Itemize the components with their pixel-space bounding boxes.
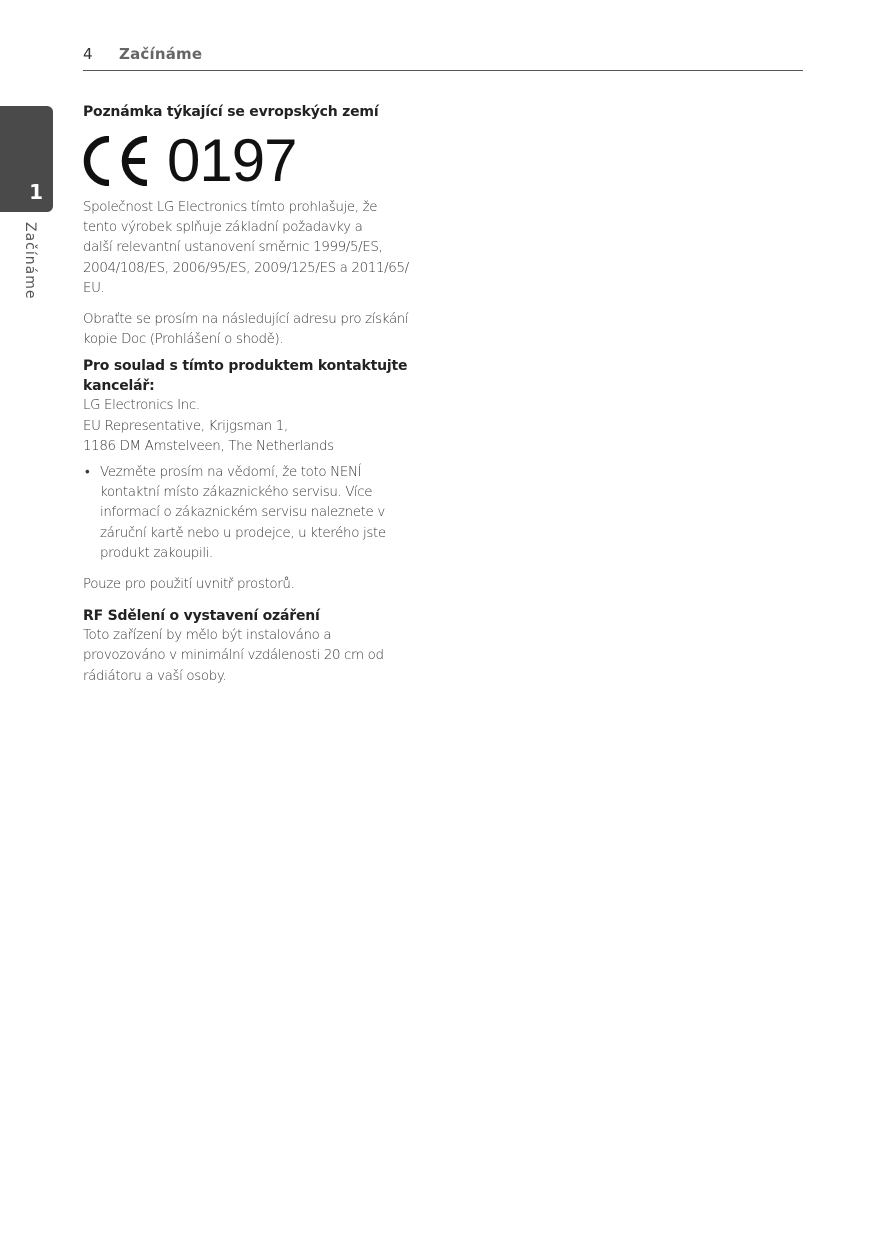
doc-request-line: Obraťte se prosím na následující adresu pro získání <box>83 312 409 328</box>
chapter-tab-number: 1 <box>29 180 43 204</box>
list-item <box>83 463 428 564</box>
page-number: 4 <box>83 45 93 63</box>
bullet-line: kontaktní místo zákaznického servisu. Více <box>100 485 373 501</box>
ce-mark-icon <box>83 136 153 186</box>
doc-request-paragraph <box>83 310 428 350</box>
rf-heading: RF Sdělení o vystavení ozáření <box>83 608 320 625</box>
main-content <box>83 102 428 687</box>
contact-heading-line: Pro soulad s tímto produktem kontaktujte <box>83 358 408 375</box>
ce-mark-row <box>83 127 428 194</box>
declaration-line: tento výrobek splňuje základní požadavky a <box>83 220 363 236</box>
declaration-line: EU. <box>83 280 105 296</box>
note-list <box>83 463 428 564</box>
rf-line: rádiátoru a vaší osoby. <box>83 668 227 684</box>
contact-heading <box>83 356 428 396</box>
address-line: EU Representative, Krijgsman 1, <box>83 418 288 434</box>
contact-heading-line: kancelář: <box>83 378 155 395</box>
notified-body-number: 0197 <box>167 127 297 194</box>
bullet-line: informací o zákaznickém servisu naleznete v <box>100 505 385 521</box>
declaration-line: 2004/108/ES, 2006/95/ES, 2009/125/ES a 2011/65/ <box>83 260 409 276</box>
bullet-icon: • <box>85 465 90 481</box>
declaration-line: další relevantní ustanovení směrnic 1999/5/ES, <box>83 240 383 256</box>
chapter-tab <box>0 106 53 212</box>
bullet-line: produkt zakoupili. <box>100 545 213 561</box>
doc-request-line: kopie Doc (Prohlášení o shodě). <box>83 332 284 348</box>
rf-line: provozováno v minimální vzdálenosti 20 cm od <box>83 648 384 664</box>
address-line: 1186 DM Amstelveen, The Netherlands <box>83 438 334 454</box>
bullet-line: Vezměte prosím na vědomí, že toto NENÍ <box>100 465 362 481</box>
declaration-line: Společnost LG Electronics tímto prohlašuje, že <box>83 200 378 215</box>
rf-line: Toto zařízení by mělo být instalováno a <box>83 628 332 644</box>
bullet-line: záruční kartě nebo u prodejce, u kterého jste <box>100 525 386 541</box>
address-block <box>83 396 428 457</box>
declaration-paragraph <box>83 198 428 299</box>
european-note-heading: Poznámka týkající se evropských zemí <box>83 104 379 120</box>
address-line: LG Electronics Inc. <box>83 398 200 414</box>
rf-paragraph <box>83 626 428 687</box>
page-header <box>83 44 803 71</box>
indoor-use-paragraph: Pouze pro použití uvnitř prostorů. <box>83 577 295 593</box>
chapter-title: Začínáme <box>119 45 203 63</box>
chapter-tab-label: Začínáme <box>22 222 38 300</box>
